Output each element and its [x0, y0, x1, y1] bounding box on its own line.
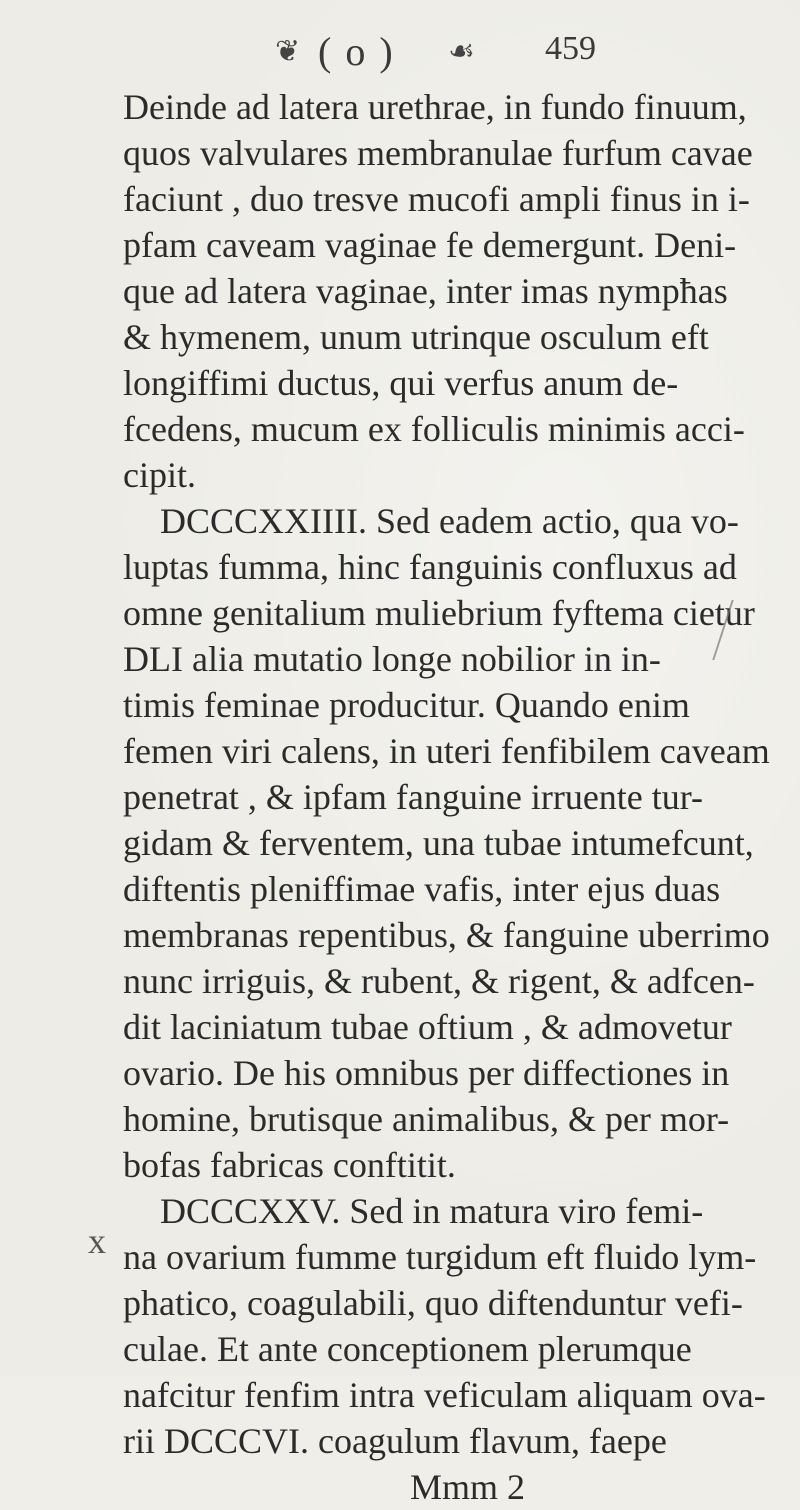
- text-line: ovario. De his omnibus per diffectiones in: [123, 1053, 730, 1093]
- text-line: timis feminae producitur. Quando enim: [123, 685, 690, 725]
- text-line: cipit.: [123, 455, 196, 495]
- printers-ornament-right: ☙: [448, 35, 475, 68]
- text-line: dit laciniatum tubae oftium , & admovetur: [123, 1007, 732, 1047]
- margin-annotation: x: [88, 1221, 106, 1261]
- page-signature: ( o ): [318, 29, 395, 74]
- text-line: gidam & ferventem, una tubae intumefcunt,: [123, 823, 754, 863]
- text-line: DLI alia mutatio longe nobilior in in-: [123, 639, 661, 679]
- text-line: diftentis pleniffimae vafis, inter ejus duas: [123, 869, 721, 909]
- running-header: [0, 28, 800, 78]
- text-line: pfam caveam vaginae fe demergunt. Deni-: [123, 225, 737, 265]
- text-line: faciunt , duo tresve mucofi ampli finus in i-: [123, 179, 750, 219]
- section-heading-line: DCCCXXIIII. Sed eadem actio, qua vo-: [160, 501, 739, 541]
- text-line: luptas fumma, hinc fanguinis confluxus ad: [123, 547, 737, 587]
- text-line: homine, brutisque animalibus, & per mor-: [123, 1099, 730, 1139]
- text-line: penetrat , & ipfam fanguine irruente tur-: [123, 777, 704, 817]
- text-line: longiffimi ductus, qui verfus anum de-: [123, 363, 679, 403]
- page-number: 459: [545, 30, 596, 67]
- section-heading-line: DCCCXXV. Sed in matura viro femi-: [160, 1191, 704, 1231]
- text-line: nunc irriguis, & rubent, & rigent, & adfcen-: [123, 961, 755, 1001]
- text-line: que ad latera vaginae, inter imas nympħas: [123, 271, 728, 311]
- text-line: bofas fabricas conftitit.: [123, 1145, 456, 1185]
- text-line: fcedens, mucum ex folliculis minimis acci-: [123, 409, 745, 449]
- printers-ornament-left: ❦: [275, 35, 301, 68]
- text-line: rii DCCCVI. coagulum flavum, faepe: [123, 1421, 667, 1461]
- text-line: omne genitalium muliebrium fyftema cietur: [123, 593, 755, 633]
- text-line: Deinde ad latera urethrae, in fundo finuum,: [123, 87, 747, 127]
- text-line: na ovarium fumme turgidum eft fluido lym-: [123, 1237, 757, 1277]
- text-line: culae. Et ante conceptionem plerumque: [123, 1329, 692, 1369]
- text-line: membranas repentibus, & fanguine uberrimo: [123, 915, 770, 955]
- text-line: & hymenem, unum utrinque osculum eft: [123, 317, 709, 357]
- signature-mark: Mmm 2: [410, 1467, 526, 1507]
- text-line: nafcitur fenfim intra veficulam aliquam ova-: [123, 1375, 766, 1415]
- text-line: quos valvulares membranulae furfum cavae: [123, 133, 753, 173]
- text-line: phatico, coagulabili, quo diftenduntur vefi-: [123, 1283, 743, 1323]
- text-line: femen viri calens, in uteri fenfibilem caveam: [123, 731, 770, 771]
